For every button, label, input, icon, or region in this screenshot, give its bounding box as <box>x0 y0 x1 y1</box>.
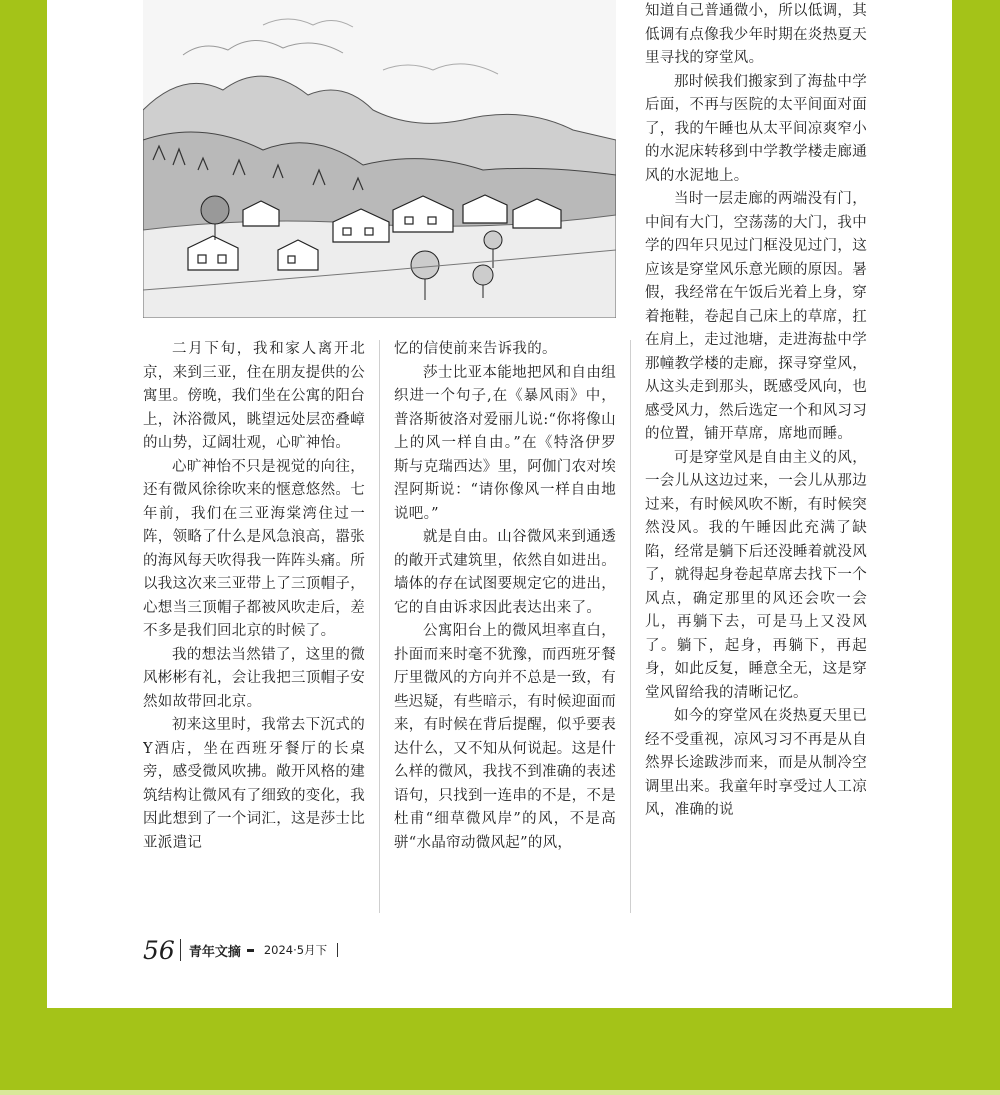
text-column-2 <box>394 338 616 918</box>
paragraph: 可是穿堂风是自由主义的风，一会儿从这边过来，一会儿从那边过来，有时候风吹不断，有时候突然没风。我的午睡因此充满了缺陷，经常是躺下后还没睡着就没风了，就得起身卷起草席去找下一个风点，确定那里的风还会吹一会儿，再躺下去，可是马上又没风了。躺下，起身，再躺下，再起身，如此反复，睡意全无，这是穿堂风留给我的清晰记忆。 <box>645 449 867 701</box>
bottom-border-strip <box>0 1090 1000 1095</box>
text-column-1 <box>143 338 365 918</box>
magazine-title: 青年文摘 <box>188 944 241 960</box>
paragraph: 那时候我们搬家到了海盐中学后面，不再与医院的太平间面对面了，我的午睡也从太平间凉爽窄小的水泥床转移到中学教学楼走廊通风的水泥地上。 <box>645 73 867 184</box>
paragraph: 我的想法当然错了，这里的微风彬彬有礼，会让我把三顶帽子安然如故带回北京。 <box>143 646 365 710</box>
paragraph: 如今的穿堂风在炎热夏天里已经不受重视，凉风习习不再是从自然界长途跋涉而来，而是从制冷空调里出来。我童年时享受过人工凉风，准确的说 <box>645 708 867 818</box>
column-divider <box>630 340 631 913</box>
page-footer <box>143 935 338 965</box>
paragraph: 公寓阳台上的微风坦率直白，扑面而来时毫不犹豫，而西班牙餐厅里微风的方向并不总是一致，有些迟疑，有些暗示，有时候迎面而来，有时候在背后提醒，似乎要表达什么，又不知从何说起。这是什么样的微风，我找不到准确的表述语句，只找到一连串的不是，不是杜甫“细草微风岸”的风，不是高骈“水晶帘动微风起”的风， <box>394 623 616 851</box>
paragraph: 知道自己普通微小，所以低调，其低调有点像我少年时期在炎热夏天里寻找的穿堂风。 <box>645 3 867 66</box>
paragraph: 初来这里时，我常去下沉式的Y酒店，坐在西班牙餐厅的长桌旁，感受微风吹拂。敞开风格的建筑结构让微风有了细致的变化，我因此想到了一个词汇，这是莎士比亚派遣记 <box>143 717 365 851</box>
paragraph: 就是自由。山谷微风来到通透的敞开式建筑里，依然自如进出。墙体的存在试图要规定它的进出，它的自由诉求因此表达出来了。 <box>394 529 616 616</box>
paragraph: 忆的信使前来告诉我的。 <box>394 341 557 357</box>
text-column-3 <box>645 0 867 918</box>
issue-date: 2024·5月下 <box>263 943 328 957</box>
sketch-drawing <box>143 0 616 318</box>
footer-divider <box>180 939 181 961</box>
paragraph: 莎士比亚本能地把风和自由组织进一个句子,在《暴风雨》中，普洛斯彼洛对爱丽儿说:“你将像山上的风一样自由。”在《特洛伊罗斯与克瑞西达》里，阿伽门农对埃涅阿斯说：“请你像风一样自由地说吧。” <box>394 364 616 522</box>
footer-divider <box>337 943 338 957</box>
footer-dash <box>247 949 254 952</box>
paragraph: 二月下旬，我和家人离开北京，来到三亚，住在朋友提供的公寓里。傍晚，我们坐在公寓的阳台上，沐浴微风，眺望远处层峦叠嶂的山势，辽阔壮观，心旷神怡。 <box>143 341 365 451</box>
page-number: 56 <box>143 935 175 965</box>
village-sketch-illustration <box>143 0 616 318</box>
paragraph: 当时一层走廊的两端没有门，中间有大门，空荡荡的大门，我中学的四年只见过门框没见过门，这应该是穿堂风乐意光顾的原因。暑假，我经常在午饭后光着上身，穿着拖鞋，卷起自己床上的草席，扛在肩上，走过池塘，走进海盐中学那幢教学楼的走廊，探寻穿堂风，从这头走到那头，既感受风向，也感受风力，然后选定一个和风习习的位置，铺开草席，席地而睡。 <box>645 191 867 442</box>
column-divider <box>379 340 380 913</box>
paragraph: 心旷神怡不只是视觉的向往，还有微风徐徐吹来的惬意悠然。七年前，我们在三亚海棠湾住过一阵，领略了什么是风急浪高，嚣张的海风每天吹得我一阵阵头痛。所以我这次来三亚带上了三顶帽子，心想当三顶帽子都被风吹走后，差不多是我们回北京的时候了。 <box>143 458 365 639</box>
magazine-page <box>47 0 952 1008</box>
